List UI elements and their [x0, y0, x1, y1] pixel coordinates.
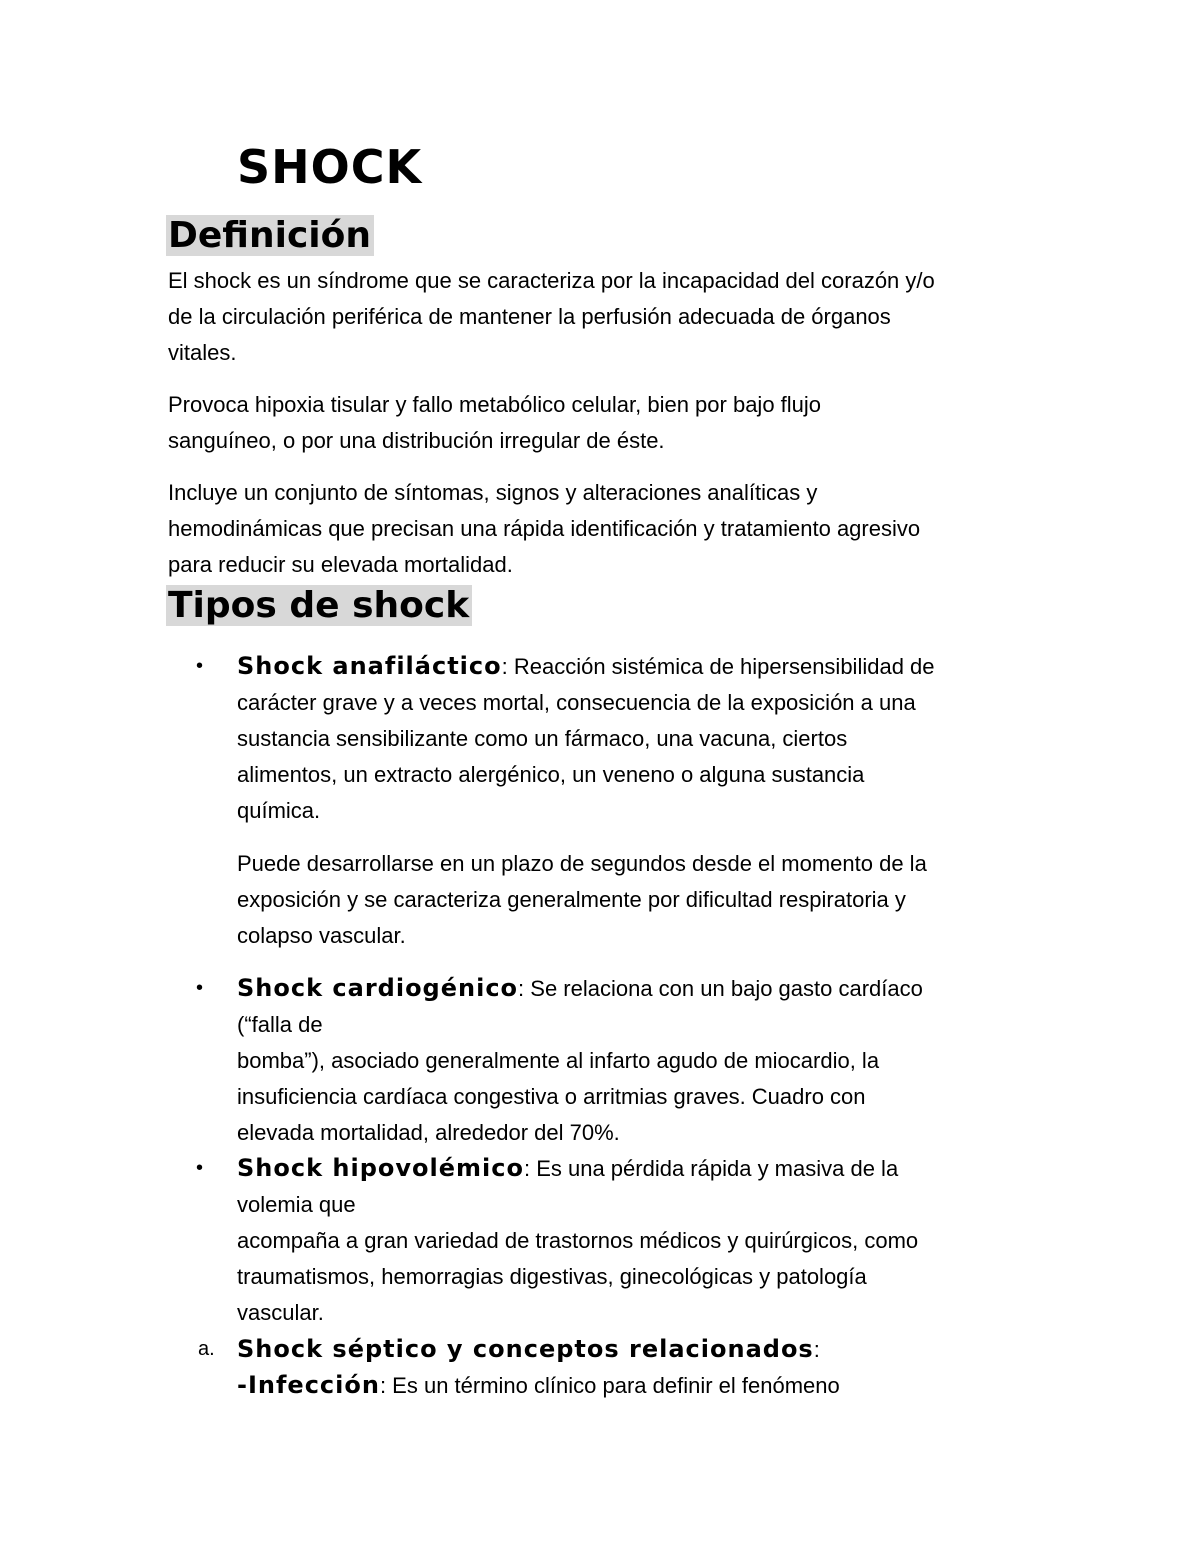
- text-line: carácter grave y a veces mortal, consecuencia de la exposición a una: [237, 690, 916, 715]
- text-line: elevada mortalidad, alrededor del 70%.: [237, 1120, 620, 1145]
- term-label: Shock séptico y conceptos relacionados: [237, 1335, 814, 1363]
- term-label: Shock cardiogénico: [237, 974, 519, 1002]
- text-line: [237, 1367, 1037, 1404]
- bullet-marker: •: [196, 1157, 204, 1179]
- sub-term-label: -Infección: [237, 1371, 380, 1399]
- text-line: (“falla de: [237, 1012, 323, 1037]
- list-item-shock-septico: [237, 1331, 1037, 1368]
- list-item-shock-cardiogenico: [237, 970, 1037, 1151]
- paragraph-definicion-2: [168, 387, 1048, 459]
- text-line: química.: [237, 798, 321, 823]
- term-label: Shock hipovolémico: [237, 1154, 524, 1182]
- sub-term-text: : Es un término clínico para definir el fenómeno: [379, 1373, 840, 1398]
- text-line: vascular.: [237, 1300, 324, 1325]
- paragraph-definicion-1: [168, 263, 1048, 371]
- heading-highlight: Definición: [166, 215, 374, 256]
- text-line: Provoca hipoxia tisular y fallo metabólico celular, bien por bajo flujo: [168, 392, 822, 417]
- section-heading-tipos: [166, 584, 472, 628]
- term-text: : Es una pérdida rápida y masiva de la: [523, 1156, 899, 1181]
- heading-highlight: Tipos de shock: [166, 585, 472, 626]
- text-line: sustancia sensibilizante como un fármaco, una vacuna, ciertos: [237, 726, 848, 751]
- text-line: Incluye un conjunto de síntomas, signos y alteraciones analíticas y: [168, 480, 818, 505]
- text-line: volemia que: [237, 1192, 356, 1217]
- bullet-marker: •: [196, 655, 204, 677]
- text-line: colapso vascular.: [237, 923, 406, 948]
- text-line: para reducir su elevada mortalidad.: [168, 552, 513, 577]
- term-label: Shock anafiláctico: [237, 652, 502, 680]
- text-line: Puede desarrollarse en un plazo de segundos desde el momento de la: [237, 851, 927, 876]
- sub-item-infeccion: [237, 1367, 1037, 1404]
- text-line: [237, 648, 1037, 685]
- text-line: alimentos, un extracto alergénico, un veneno o alguna sustancia: [237, 762, 865, 787]
- text-line: [237, 1331, 1037, 1368]
- text-line: [237, 970, 1037, 1007]
- text-line: acompaña a gran variedad de trastornos médicos y quirúrgicos, como: [237, 1228, 919, 1253]
- text-line: traumatismos, hemorragias digestivas, ginecológicas y patología: [237, 1264, 867, 1289]
- list-letter-marker: a.: [198, 1338, 215, 1360]
- text-line: [237, 1150, 1037, 1187]
- term-text: :: [813, 1337, 820, 1362]
- term-text: : Se relaciona con un bajo gasto cardíaco: [518, 976, 923, 1001]
- list-item-shock-anafilactico: [237, 648, 1037, 829]
- term-text: : Reacción sistémica de hipersensibilidad de: [501, 654, 935, 679]
- text-line: insuficiencia cardíaca congestiva o arritmias graves. Cuadro con: [237, 1084, 866, 1109]
- paragraph-definicion-3: [168, 475, 1048, 583]
- page-title: SHOCK: [237, 140, 423, 194]
- text-line: bomba”), asociado generalmente al infarto agudo de miocardio, la: [237, 1048, 880, 1073]
- bullet-marker: •: [196, 977, 204, 999]
- section-heading-definicion: [166, 214, 374, 258]
- text-line: hemodinámicas que precisan una rápida identificación y tratamiento agresivo: [168, 516, 921, 541]
- text-line: de la circulación periférica de mantener la perfusión adecuada de órganos: [168, 304, 891, 329]
- text-line: exposición y se caracteriza generalmente por dificultad respiratoria y: [237, 887, 906, 912]
- text-line: sanguíneo, o por una distribución irregular de éste.: [168, 428, 665, 453]
- text-line: vitales.: [168, 340, 237, 365]
- text-line: El shock es un síndrome que se caracteriza por la incapacidad del corazón y/o: [168, 268, 935, 293]
- list-item-shock-hipovolemico: [237, 1150, 1037, 1331]
- list-item-continuation: [237, 846, 1037, 954]
